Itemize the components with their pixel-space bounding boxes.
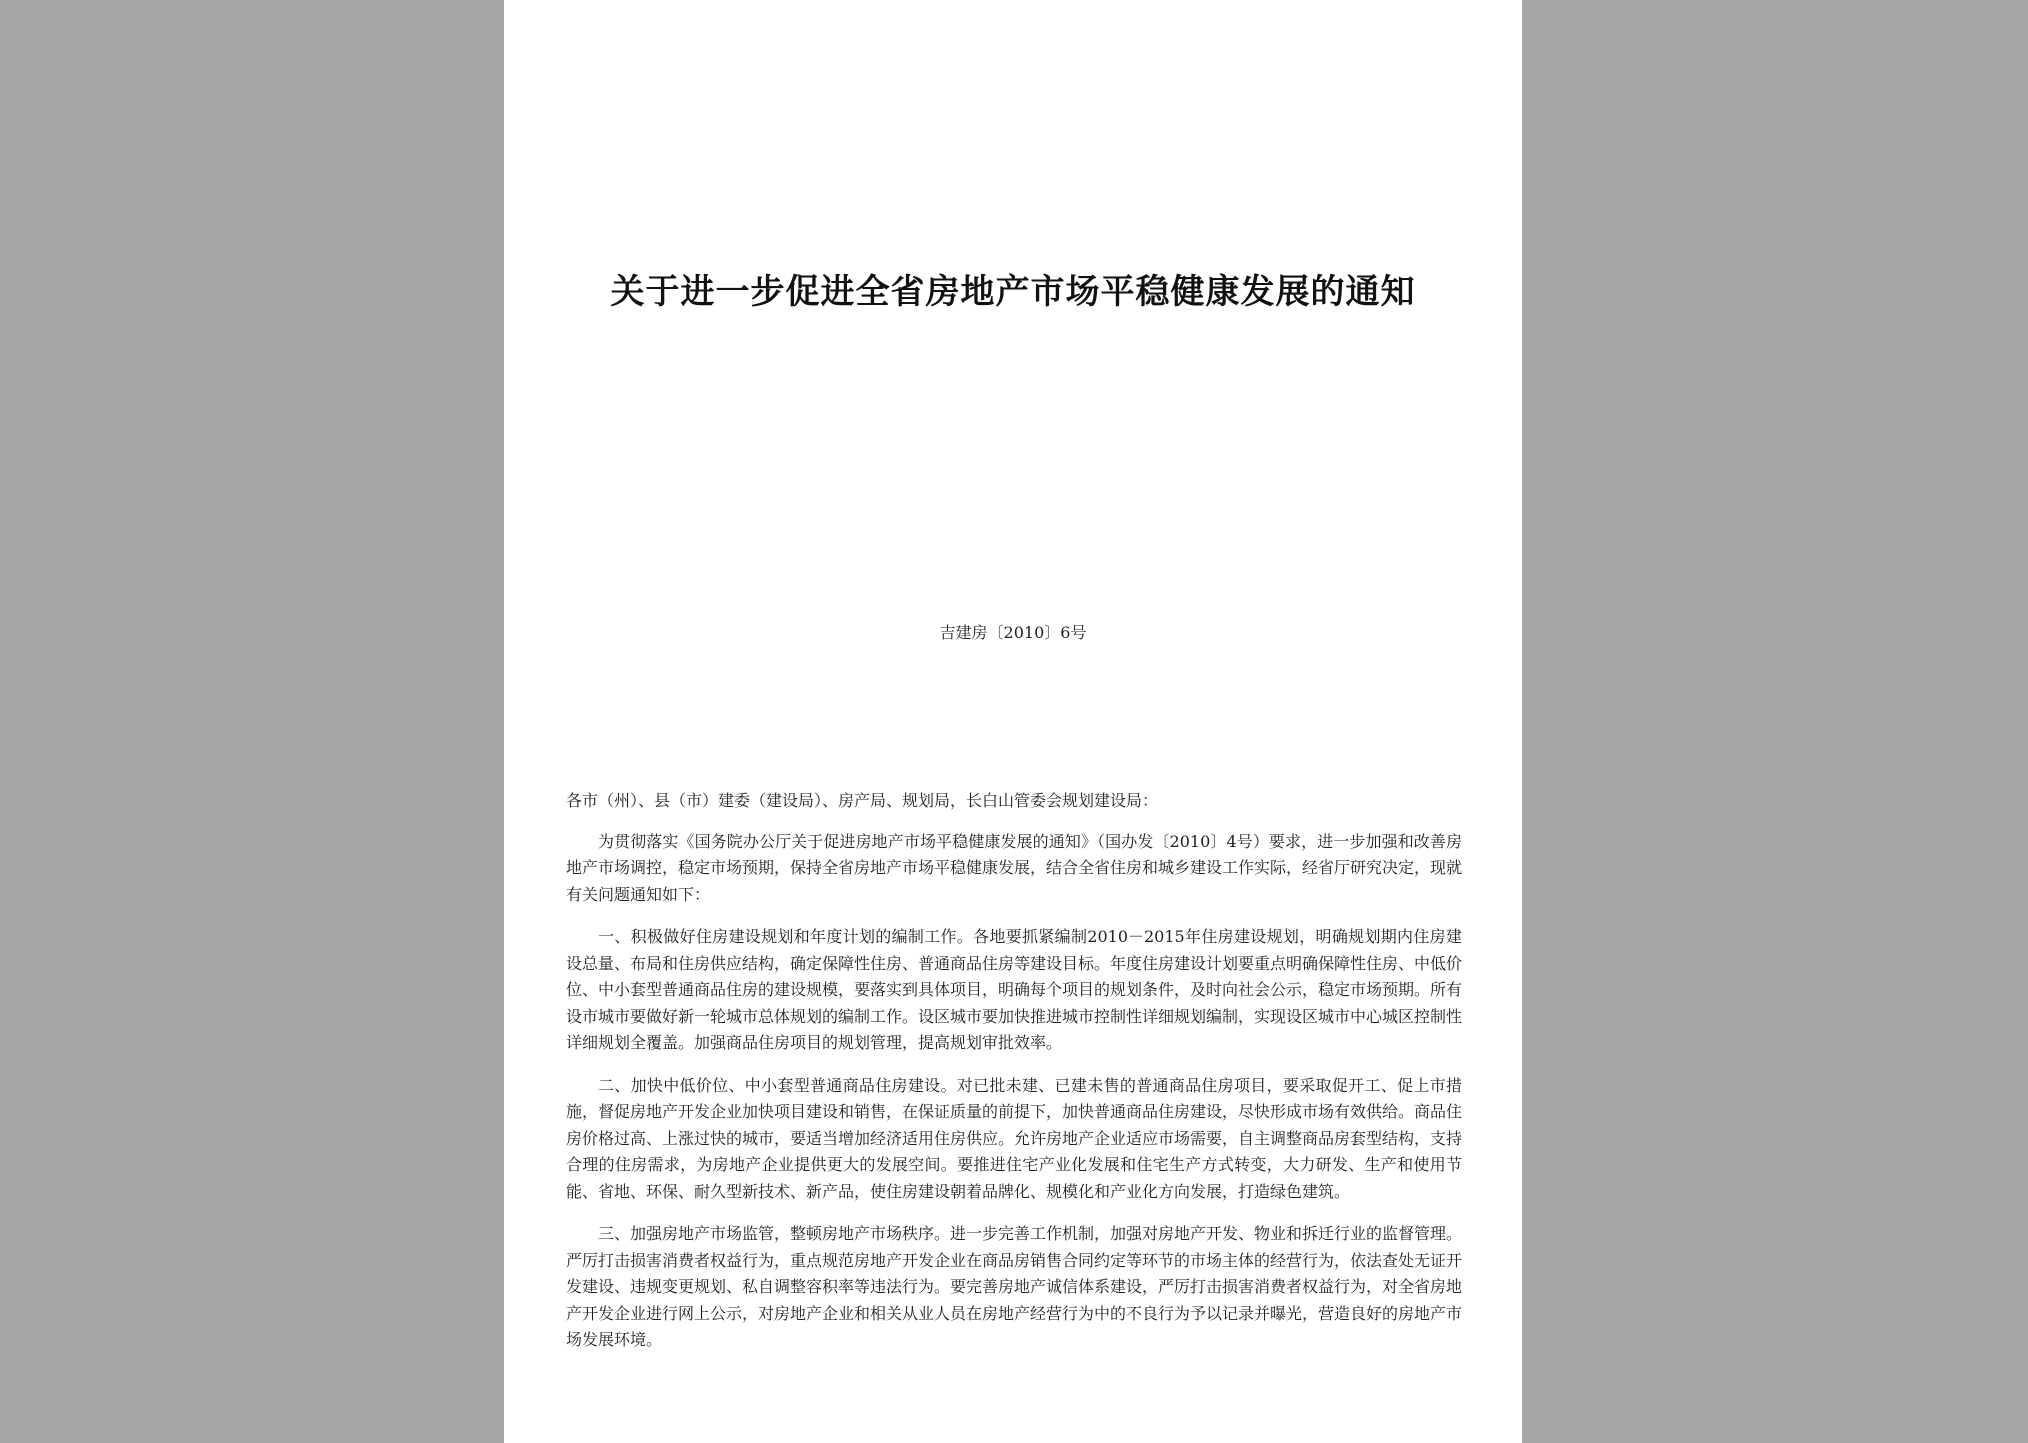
document-number: 吉建房〔2010〕6号 <box>939 623 1087 642</box>
addressee-line: 各市（州）、县（市）建委（建设局）、房产局、规划局，长白山管委会规划建设局： <box>566 791 1159 810</box>
body-paragraph: 一、积极做好住房建设规划和年度计划的编制工作。各地要抓紧编制2010－2015年住房建设规划，明确规划期内住房建设总量、布局和住房供应结构，确定保障性住房、普通商品住房等建设目标。年度住房建设计划要重点明确保障性住房、中低价位、中小套型普通商品住房的建设规模，要落实到具体项目，明确每个项目的规划条件，及时向社会公示，稳定市场预期。所有设市城市要做好新一轮城市总体规划的编制工作。设区城市要加快推进城市控制性详细规划编制，实现设区城市中心城区控制性详细规划全覆盖。加强商品住房项目的规划管理，提高规划审批效率。 <box>566 927 1463 1052</box>
document-body <box>566 788 1462 1370</box>
body-paragraph: 二、加快中低价位、中小套型普通商品住房建设。对已批未建、已建未售的普通商品住房项目，要采取促开工、促上市措施，督促房地产开发企业加快项目建设和销售，在保证质量的前提下，加快普通商品住房建设，尽快形成市场有效供给。商品住房价格过高、上涨过快的城市，要适当增加经济适用住房供应。允许房地产企业适应市场需要，自主调整商品房套型结构，支持合理的住房需求，为房地产企业提供更大的发展空间。要推进住宅产业化发展和住宅生产方式转变，大力研发、生产和使用节能、省地、环保、耐久型新技术、新产品，使住房建设朝着品牌化、规模化和产业化方向发展，打造绿色建筑。 <box>566 1075 1463 1201</box>
document-page <box>504 0 1522 1443</box>
document-title: 关于进一步促进全省房地产市场平稳健康发展的通知 <box>610 272 1416 312</box>
body-paragraph: 为贯彻落实《国务院办公厅关于促进房地产市场平稳健康发展的通知》（国办发〔2010〕4号）要求，进一步加强和改善房地产市场调控，稳定市场预期，保持全省房地产市场平稳健康发展，结合全省住房和城乡建设工作实际，经省厅研究决定，现就有关问题通知如下： <box>566 831 1463 904</box>
body-paragraph: 三、加强房地产市场监管，整顿房地产市场秩序。进一步完善工作机制，加强对房地产开发、物业和拆迁行业的监督管理。严厉打击损害消费者权益行为，重点规范房地产开发企业在商品房销售合同约定等环节的市场主体的经营行为，依法查处无证开发建设、违规变更规划、私自调整容积率等违法行为。要完善房地产诚信体系建设，严厉打击损害消费者权益行为，对全省房地产开发企业进行网上公示，对房地产企业和相关从业人员在房地产经营行为中的不良行为予以记录并曝光，营造良好的房地产市场发展环境。 <box>566 1224 1463 1349</box>
